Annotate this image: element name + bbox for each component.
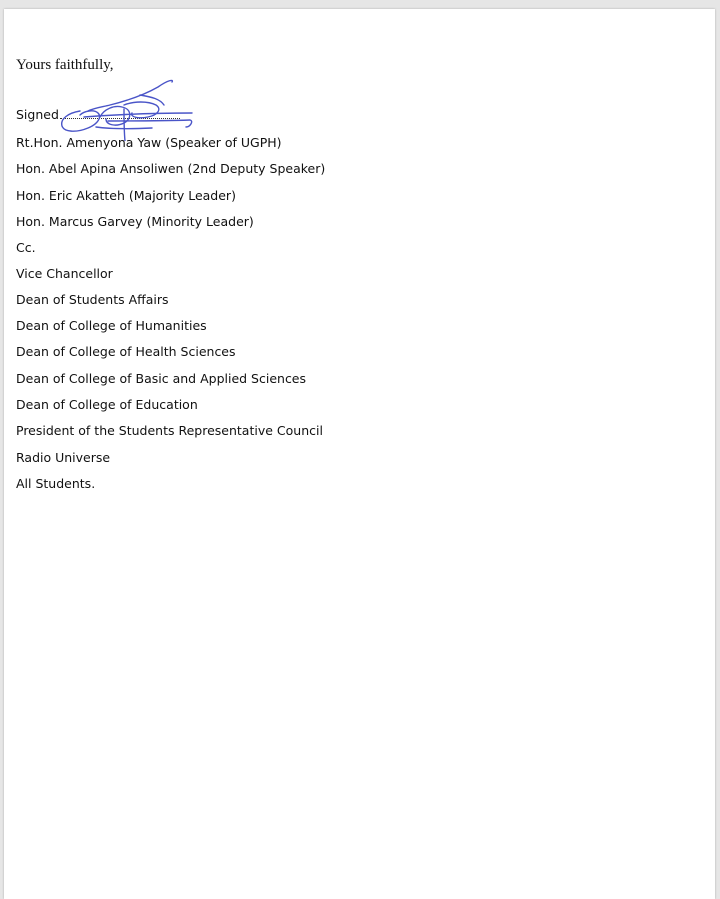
handwritten-signature (40, 71, 200, 141)
signatory-line: Hon. Abel Apina Ansoliwen (2nd Deputy Speaker) (16, 161, 326, 176)
cc-recipient: Dean of College of Humanities (16, 318, 207, 333)
document-page (4, 9, 715, 899)
cc-recipient: President of the Students Representative Council (16, 423, 323, 438)
cc-recipient: Dean of College of Basic and Applied Sciences (16, 371, 307, 386)
cc-recipient: Radio Universe (16, 450, 111, 465)
signed-label: Signed (16, 107, 59, 122)
cc-recipient: All Students. (16, 476, 96, 491)
cc-label: Cc. (16, 240, 36, 255)
signatory-line: Rt.Hon. Amenyona Yaw (Speaker of UGPH) (16, 135, 282, 150)
cc-recipient: Vice Chancellor (16, 266, 113, 281)
signatory-line: Hon. Marcus Garvey (Minority Leader) (16, 214, 254, 229)
closing-line: Yours faithfully, (16, 57, 114, 73)
signatory-line: Hon. Eric Akatteh (Majority Leader) (16, 188, 236, 203)
cc-recipient: Dean of College of Health Sciences (16, 344, 236, 359)
cc-recipient: Dean of Students Affairs (16, 292, 169, 307)
cc-recipient: Dean of College of Education (16, 397, 198, 412)
